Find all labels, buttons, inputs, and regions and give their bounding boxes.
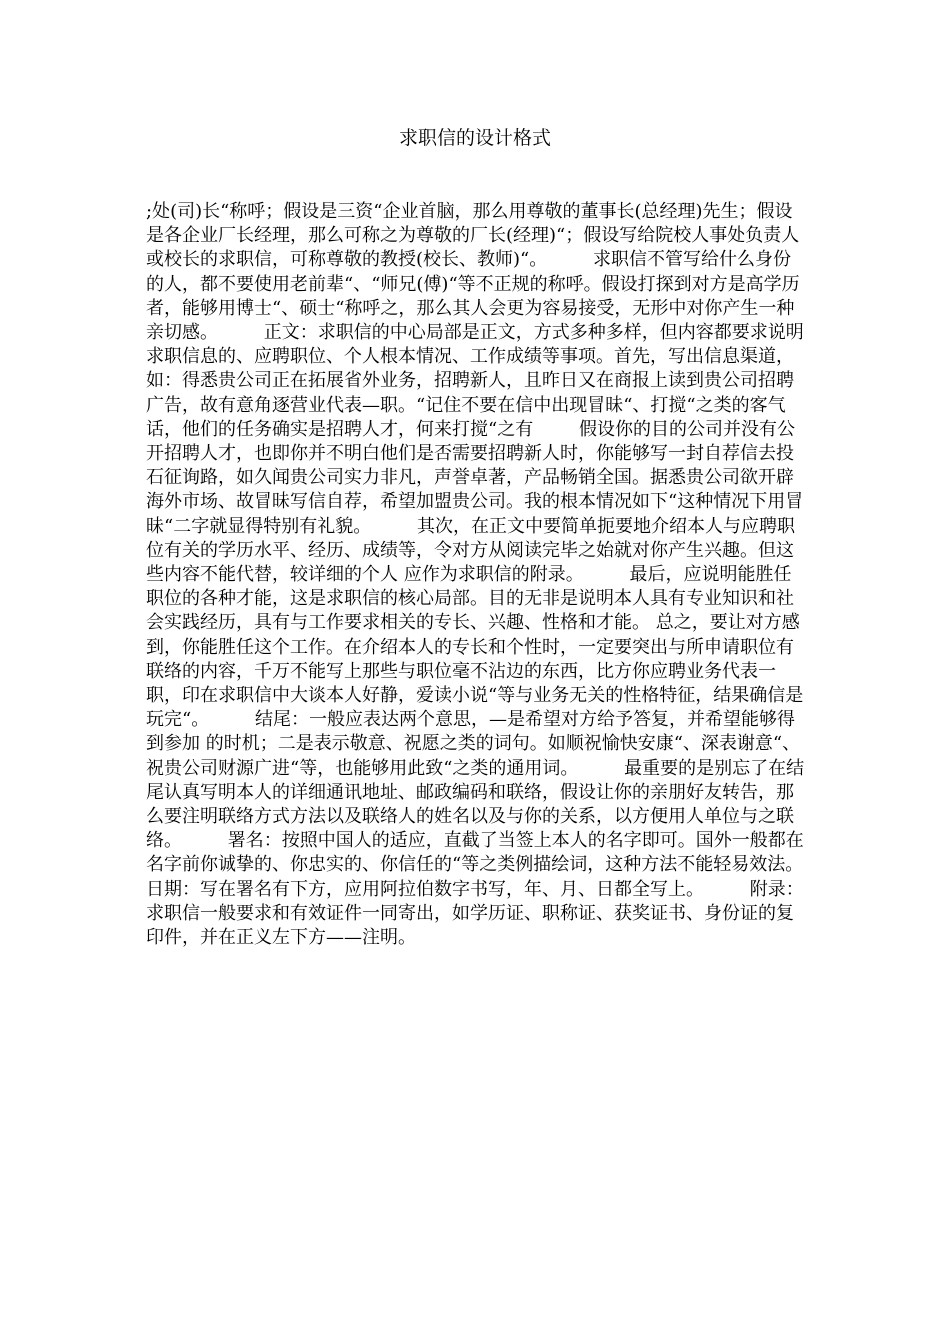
document-body: ;处(司)长“称呼；假设是三资“企业首脑，那么用尊敬的董事长(总经理)先生；假设是各企业厂长经理，那么可称之为尊敬的厂长(经理)“；假设写给院校人事处负责人或校长的求职信，可称尊敬的教授(校长、教师)“。 求职信不管写给什么身份的人，都不要使用老前辈“、“师兄(傅)“等不正规的称呼。假设打探到对方是高学历者，能够用博士“、硕士“称呼之，那么其人会更为容易接受，无形中对你产生一种亲切感。 正文：求职信的中心局部是正文，方式多种多样，但内容都要求说明求职信息的、应聘职位、个人根本情况、工作成绩等事项。首先，写出信息渠道，如：得悉贵公司正在拓展省外业务，招聘新人，且昨日又在商报上读到贵公司招聘广告，故有意角逐营业代表—职。“记住不要在信中出现冒昧“、打搅“之类的客气话，他们的任务确实是招聘人才，何来打搅“之有 假设你的目的公司并没有公开招聘人才，也即你并不明白他们是否需要招聘新人时，你能够写一封自荐信去投石征询路，如久闻贵公司实力非凡，声誉卓著，产品畅销全国。据悉贵公司欲开辟海外市场、故冒昧写信自荐，希望加盟贵公司。我的根本情况如下“这种情况下用冒昧“二字就显得特别有礼貌。 其次，在正文中要简单扼要地介绍本人与应聘职位有关的学历水平、经历、成绩等，令对方从阅读完毕之始就对你产生兴趣。但这些内容不能代替，较详细的个人 应作为求职信的附录。 最后，应说明能胜任职位的各种才能，这是求职信的核心局部。目的无非是说明本人具有专业知识和社会实践经历，具有与工作要求相关的专长、兴趣、性格和才能。 总之，要让对方感到，你能胜任这个工作。在介绍本人的专长和个性时，一定要突出与所申请职位有联络的内容，千万不能写上那些与职位毫不沾边的东西，比方你应聘业务代表一职，印在求职信中大谈本人好静，爱读小说“等与业务无关的性格特征，结果确信是玩完“。 结尾：一般应表达两个意思，—是希望对方给予答复，并希望能够得到参加 的时机；二是表示敬意、祝愿之类的词句。如顺祝愉快安康“、深表谢意“、祝贵公司财源广进“等，也能够用此致“之类的通用词。 最重要的是别忘了在结尾认真写明本人的详细通讯地址、邮政编码和联络，假设让你的亲朋好友转告，那么要注明联络方式方法以及联络人的姓名以及与你的关系，以方便用人单位与之联络。 署名：按照中国人的适应，直截了当签上本人的名字即可。国外一般都在名字前你诚挚的、你忠实的、你信任的“等之类例描绘词，这种方法不能轻易效法。 日期：写在署名有下方，应用阿拉伯数字书写，年、月、日都全写上。 附录：求职信一般要求和有效证件一同寄出，如学历证、职称证、获奖证书、身份证的复印件，并在正义左下方——注明。 — [146, 201, 849, 949]
document-title: 求职信的设计格式 — [398, 127, 551, 149]
